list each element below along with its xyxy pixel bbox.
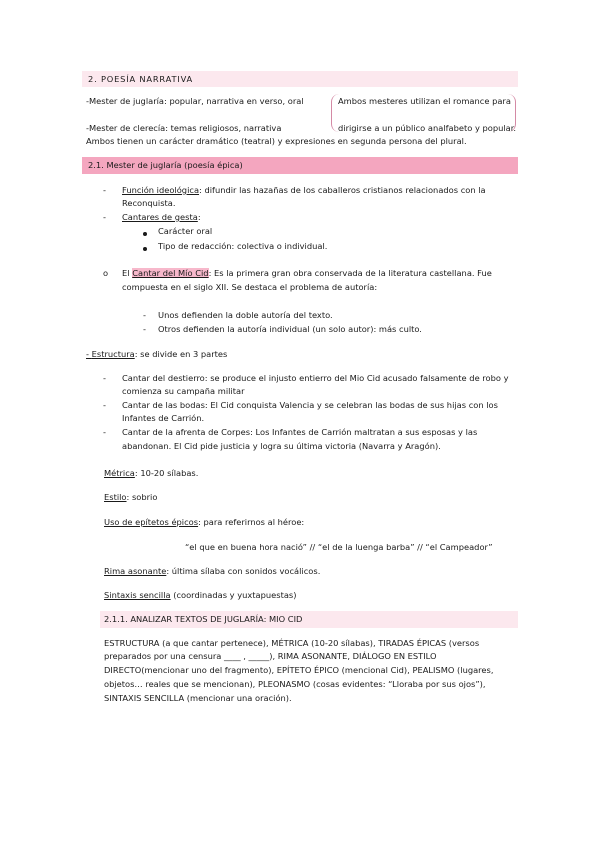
sintaxis-label: Sintaxis sencilla	[104, 590, 171, 600]
analizar-line: preparados por una censura ____ , _____), RIMA ASONANTE, DIÁLOGO EN ESTILO	[104, 651, 437, 661]
bullet-icon	[143, 244, 147, 254]
cid-prefix: El	[122, 268, 133, 278]
cantares-item: Tipo de redacción: colectiva o individual.	[158, 241, 328, 251]
metrica-label: Métrica	[104, 468, 135, 478]
dramatic-note: Ambos tienen un carácter dramático (teatral) y expresiones en segunda persona del plural.	[86, 136, 467, 146]
analizar-line: ESTRUCTURA (a que cantar pertenece), MÉTRICA (10-20 sílabas), TIRADAS ÉPICAS (versos	[104, 638, 480, 648]
dash-marker: -	[103, 185, 106, 195]
parte-line: comienza su campaña militar	[122, 386, 245, 396]
dash-marker: -	[103, 400, 106, 410]
estructura-dash: -	[86, 349, 92, 359]
analizar-line: DIRECTO(mencionar uno del fragmento), EPÍTETO ÉPICO (mencional Cid), PEALISMO (lugares,	[104, 665, 494, 675]
cantares-label: Cantares de gesta	[122, 212, 198, 222]
analizar-title: 2.1.1. ANALIZAR TEXTOS DE JUGLARÍA: MIO CID	[104, 614, 303, 624]
dash-marker: -	[103, 212, 106, 222]
parte-line: Cantar del destierro: se produce el injusto entierro del Mio Cid acusado falsamente de robo y	[122, 373, 509, 383]
sintaxis-line	[104, 591, 297, 601]
autoria-item: Otros defienden la autoría individual (un solo autor): más culto.	[158, 324, 422, 334]
cid-paragraph	[122, 269, 492, 279]
rima-label: Rima asonante	[104, 566, 167, 576]
dash-marker: -	[103, 373, 106, 383]
sintaxis-text: (coordinadas y yuxtapuestas)	[170, 590, 297, 600]
analizar-line: objetos… reales que se mencionan), PLEONASMO (cosas evidentes: “Lloraba por sus ojos”),	[104, 679, 486, 689]
dash-marker: -	[103, 427, 106, 437]
estructura-label: Estructura	[91, 349, 135, 359]
funcion-ideologica	[122, 186, 486, 196]
epitetos-text: : para referirnos al héroe:	[198, 517, 305, 527]
parte-line: Cantar de la afrenta de Corpes: Los Infantes de Carrión maltratan a sus esposas y las	[122, 427, 478, 437]
metrica-text: : 10-20 sílabas.	[134, 468, 199, 478]
analizar-line: SINTAXIS SENCILLA (mencionar una oración).	[104, 693, 292, 703]
note-romance-line1: Ambos mesteres utilizan el romance para	[338, 96, 511, 106]
note-romance-line2: dirigirse a un público analfabeto y popular.	[338, 123, 517, 133]
epitetos-examples: “el que en buena hora nació” // “el de la luenga barba” // “el Campeador”	[185, 542, 493, 552]
cid-title: Cantar del Mío Cid	[132, 268, 209, 278]
rima-text: : última sílaba con sonidos vocálicos.	[166, 566, 321, 576]
cid-cont: compuesta en el siglo XII. Se destaca el problema de autoría:	[122, 282, 378, 292]
dash-marker: -	[143, 324, 146, 334]
cantares-colon: :	[197, 212, 201, 222]
parte-line: abandonan. El Cid pide justicia y logra su última victoria (Navarra y Aragón).	[122, 441, 441, 451]
section-title: 2. POESÍA NARRATIVA	[88, 74, 193, 84]
parte-line: Cantar de las bodas: El Cid conquista Valencia y se celebran las bodas de sus hijas con los	[122, 400, 498, 410]
dash-marker: -	[143, 310, 146, 320]
estilo-line	[104, 493, 157, 503]
funcion-label: Función ideológica	[122, 185, 200, 195]
estilo-text: : sobrio	[126, 492, 158, 502]
bullet-icon	[143, 229, 147, 239]
subsection-title: 2.1. Mester de juglaría (poesía épica)	[88, 160, 243, 170]
funcion-cont: Reconquista.	[122, 198, 176, 208]
autoria-item: Unos defienden la doble autoría del texto.	[158, 310, 333, 320]
funcion-text: : difundir las hazañas de los caballeros cristianos relacionados con la	[199, 185, 486, 195]
mester-clerecia-line: -Mester de clerecía: temas religiosos, narrativa	[86, 123, 282, 133]
rima-line	[104, 567, 320, 577]
cantares-gesta	[122, 213, 201, 223]
mester-juglaria-line: -Mester de juglaría: popular, narrativa en verso, oral	[86, 96, 304, 106]
cantares-item: Carácter oral	[158, 226, 213, 236]
circle-marker: o	[103, 268, 109, 278]
estilo-label: Estilo	[104, 492, 127, 502]
epitetos-label: Uso de epítetos épicos	[104, 517, 199, 527]
parte-line: Infantes de Carrión.	[122, 413, 205, 423]
cid-text: : Es la primera gran obra conservada de la literatura castellana. Fue	[208, 268, 492, 278]
metrica-line	[104, 469, 198, 479]
epitetos-line	[104, 518, 304, 528]
estructura-text: : se divide en 3 partes	[134, 349, 228, 359]
estructura-line	[86, 350, 227, 360]
